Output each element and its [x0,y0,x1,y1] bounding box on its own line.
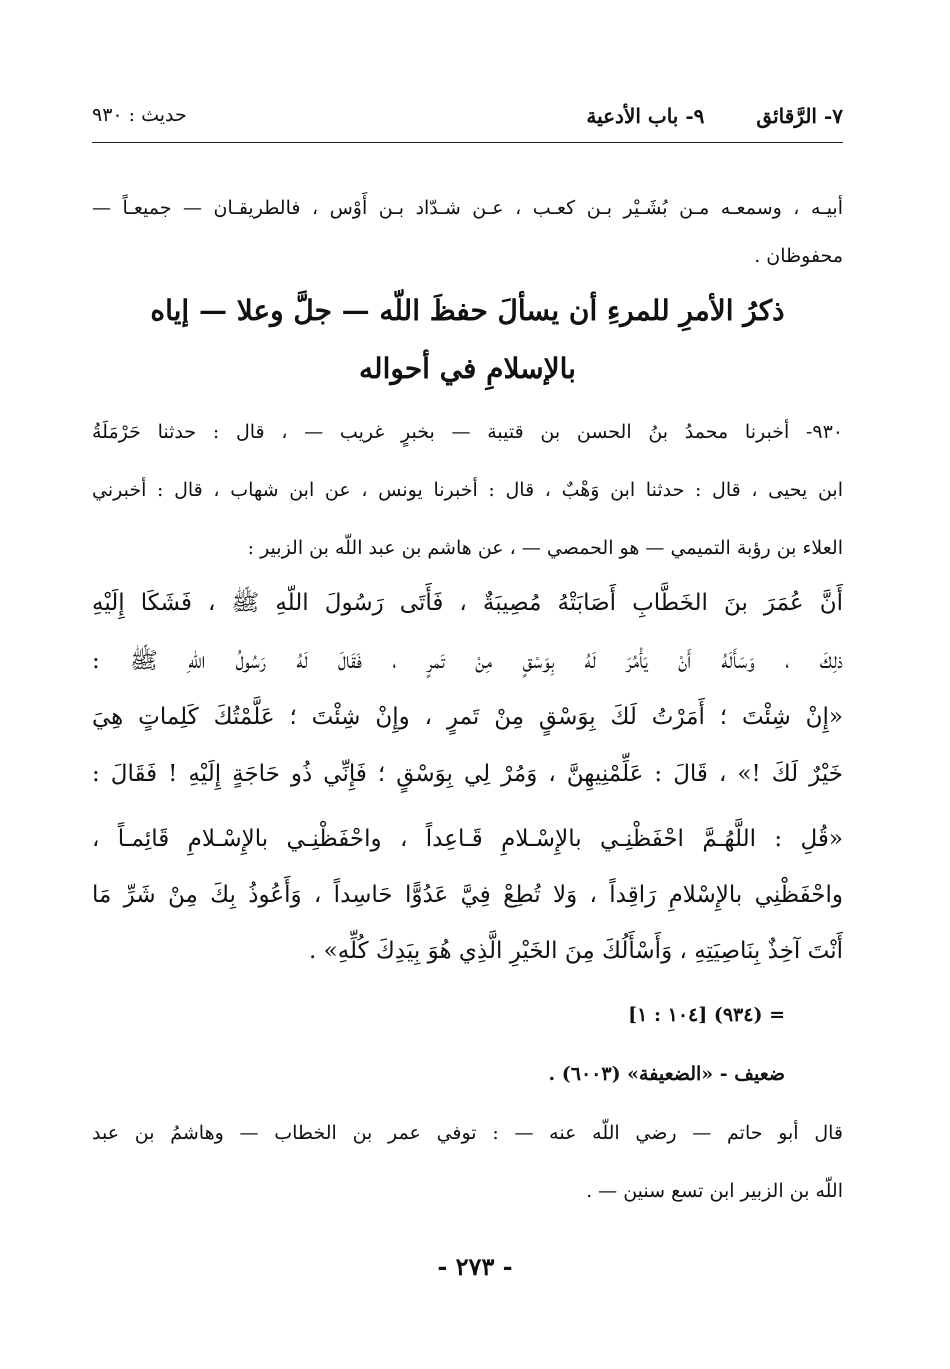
section-heading: ذكرُ الأمرِ للمرءِ أن يسألَ حفظَ اللّه — جلَّ وعلا — إياه [150,294,785,327]
matn-line: «إِنْ شِئْتَ ؛ أَمَرْتُ لَكَ بِوَسْقٍ مِنْ تَمرٍ ، وإِنْ شِئْتَ ؛ عَلَّمْتُكَ كَلِماتٍ هِيَ [92,704,843,730]
comment-line: اللّه بن الزبير ابن تسع سنين — . [586,1180,843,1202]
matn-line: أَنْتَ آخِذٌ بِنَاصِيَتِهِ ، وَأَسْأَلُكَ مِنَ الخَيْرِ الَّذِي هُوَ بِيَدِكَ كُلِّهِ» . [309,938,843,964]
header-titles [586,104,843,128]
isnad-line: ٩٣٠- أخبرنا محمدُ بنُ الحسن بن قتيبة — بخبرٍ غريب — ، قال : حدثنا حَرْمَلَةُ [92,421,843,443]
isnad-line: العلاء بن رؤبة التميمي — هو الحمصي — ، عن هاشم بن عبد اللّه بن الزبير : [247,537,843,559]
running-header [92,94,843,143]
matn-line: واحْفَظْنِي بالإِسْلامِ رَاقِداً ، وَلا تُطِعْ فِيَّ عَدُوًّا حَاسِداً ، وَأَعُوذُ بِكَ مِنْ شَرِّ مَا [92,882,843,908]
isnad-line: ابن يحيى ، قال : حدثنا ابن وَهْبٌ ، قال : أخبرنا يونس ، عن ابن شهاب ، قال : أخبرني [92,479,843,501]
cross-reference: = (٩٣٤) [١٠٤ : ١] [628,1004,785,1026]
grading: ضعيف - «الضعيفة» (٦٠٠٣) . [548,1063,785,1085]
matn-line: أَنَّ عُمَرَ بنَ الخَطَّابِ أَصَابَتْهُ مُصِيبَةٌ ، فَأَتَى رَسُولَ اللّهِ ﷺ ، فَشَكَا إِلَيْهِ [92,590,843,616]
matn-line: ذلِكَ ، وَسَأَلَهُ أَنْ يَأْمُرَ لَهُ بِوَسْقٍ مِنْ تَمرٍ ، فَقَالَ لَهُ رَسُولُ اللّهِ ﷺ : [92,648,843,674]
chapter-title: ٩- باب الأدعية [586,104,705,128]
matn-line: خَيْرٌ لَكَ !» ، قَالَ : عَلِّمْنِيهِنَّ ، وَمُرْ لِي بِوَسْقٍ ؛ فَإِنِّي ذُو حَاجَةٍ إِلَيْهِ ! فَقَالَ : [92,761,843,787]
hadith-reference: حديث : ٩٣٠ [92,104,187,126]
intro-line: أبيـه ، وسمعـه مـن بُشَـيْر بـن كعـب ، عـن شـدّاد بـن أَوْس ، فالطريقـان — جميعـاً — [92,197,843,219]
page-number: - ٢٧٣ - [437,1252,513,1281]
matn-line: «قُلِ : اللَّهُـمَّ احْفَظْنِـي بالإِسْـلامِ قَـاعِداً ، واحْفَظْنِـي بالإِسْـلامِ قَائِمـاً ، [92,826,843,852]
book-part-title: ٧- الرَّقائق [756,104,843,128]
section-heading: بالإسلامِ في أحواله [359,352,576,385]
comment-line: قال أبو حاتم — رضي اللّه عنه — : توفي عمر بن الخطاب — وهاشمُ بن عبد [92,1122,843,1144]
intro-line: محفوظان . [754,245,843,267]
